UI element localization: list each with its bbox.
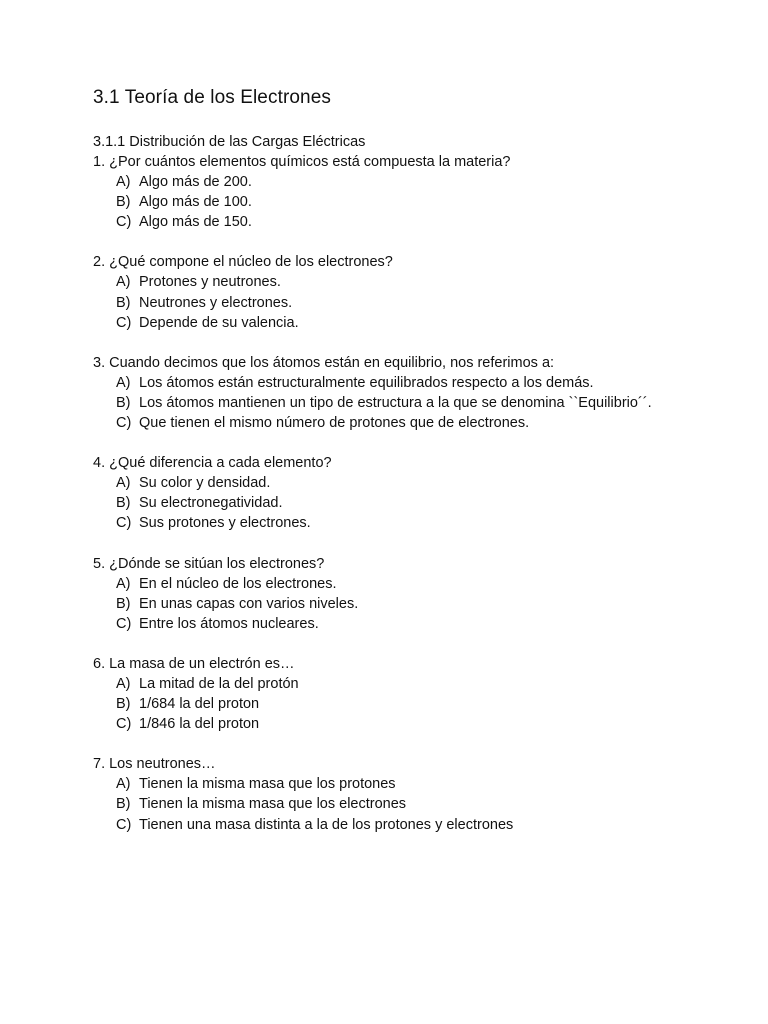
- question-5-options: [93, 574, 733, 634]
- option-text: Los átomos están estructuralmente equilibrados respecto a los demás.: [139, 374, 594, 391]
- option-text: Neutrones y electrones.: [139, 294, 293, 311]
- option-letter: B): [116, 595, 131, 612]
- option-3c: [93, 413, 733, 433]
- option-6c: [93, 714, 733, 734]
- option-2b: [93, 293, 733, 313]
- option-letter: B): [116, 394, 131, 411]
- option-text: Depende de su valencia.: [139, 314, 299, 331]
- option-3a: [93, 373, 733, 393]
- question-4-options: [93, 473, 733, 533]
- question-1-options: [93, 172, 733, 232]
- option-text: Algo más de 200.: [139, 174, 252, 191]
- option-4b: [93, 493, 733, 513]
- page-title: 3.1 Teoría de los Electrones: [93, 87, 331, 108]
- option-1a: [93, 172, 733, 192]
- option-text: La mitad de la del protón: [139, 675, 299, 692]
- option-letter: A): [116, 274, 131, 291]
- option-3b: [93, 393, 733, 413]
- question-1: 1. ¿Por cuántos elementos químicos está compuesta la materia?: [93, 154, 511, 170]
- question-7: 7. Los neutrones…: [93, 756, 216, 773]
- option-text: Entre los átomos nucleares.: [139, 615, 319, 632]
- option-letter: C): [116, 816, 132, 833]
- question-7-options: [93, 774, 733, 834]
- option-text: Su electronegatividad.: [139, 495, 283, 512]
- option-7c: [93, 815, 733, 835]
- option-text: Sus protones y electrones.: [139, 515, 311, 532]
- option-text: 1/684 la del proton: [139, 696, 260, 713]
- option-5b: [93, 594, 733, 614]
- option-text: 1/846 la del proton: [139, 716, 260, 733]
- question-6-options: [93, 674, 733, 734]
- option-letter: B): [116, 796, 131, 813]
- option-text: Que tienen el mismo número de protones que de electrones.: [139, 415, 530, 432]
- option-text: Los átomos mantienen un tipo de estructura a la que se denomina ``Equilibrio´´.: [139, 394, 652, 411]
- option-7a: [93, 774, 733, 794]
- document-page: [93, 86, 733, 835]
- option-letter: A): [116, 475, 131, 492]
- option-text: Algo más de 100.: [139, 194, 252, 211]
- option-text: Tienen la misma masa que los protones: [139, 776, 396, 793]
- question-2-options: [93, 272, 733, 332]
- option-4a: [93, 473, 733, 493]
- option-text: Protones y neutrones.: [139, 274, 281, 291]
- option-6a: [93, 674, 733, 694]
- option-6b: [93, 694, 733, 714]
- question-3-options: [93, 373, 733, 433]
- option-letter: C): [116, 214, 132, 231]
- question-4: 4. ¿Qué diferencia a cada elemento?: [93, 455, 332, 472]
- option-letter: B): [116, 696, 131, 713]
- option-letter: A): [116, 174, 131, 191]
- subsection-heading: 3.1.1 Distribución de las Cargas Eléctricas: [93, 134, 366, 150]
- option-2c: [93, 313, 733, 333]
- option-letter: C): [116, 515, 132, 532]
- option-text: Tienen la misma masa que los electrones: [139, 796, 407, 813]
- option-5a: [93, 574, 733, 594]
- option-text: En unas capas con varios niveles.: [139, 595, 359, 612]
- question-3: 3. Cuando decimos que los átomos están en equilibrio, nos referimos a:: [93, 354, 555, 371]
- option-4c: [93, 513, 733, 533]
- option-1c: [93, 212, 733, 232]
- option-letter: A): [116, 575, 131, 592]
- option-text: Algo más de 150.: [139, 214, 252, 231]
- question-2: 2. ¿Qué compone el núcleo de los electrones?: [93, 254, 393, 271]
- option-letter: B): [116, 194, 131, 211]
- option-2a: [93, 272, 733, 292]
- option-letter: A): [116, 675, 131, 692]
- question-6: 6. La masa de un electrón es…: [93, 655, 295, 672]
- option-text: Su color y densidad.: [139, 475, 271, 492]
- option-1b: [93, 192, 733, 212]
- option-letter: B): [116, 495, 131, 512]
- option-letter: C): [116, 415, 132, 432]
- option-letter: A): [116, 374, 131, 391]
- option-5c: [93, 614, 733, 634]
- option-7b: [93, 794, 733, 814]
- option-letter: C): [116, 615, 132, 632]
- option-letter: B): [116, 294, 131, 311]
- option-letter: C): [116, 716, 132, 733]
- question-5: 5. ¿Dónde se sitúan los electrones?: [93, 555, 325, 572]
- option-text: En el núcleo de los electrones.: [139, 575, 337, 592]
- option-letter: A): [116, 776, 131, 793]
- option-letter: C): [116, 314, 132, 331]
- option-text: Tienen una masa distinta a la de los protones y electrones: [139, 816, 514, 833]
